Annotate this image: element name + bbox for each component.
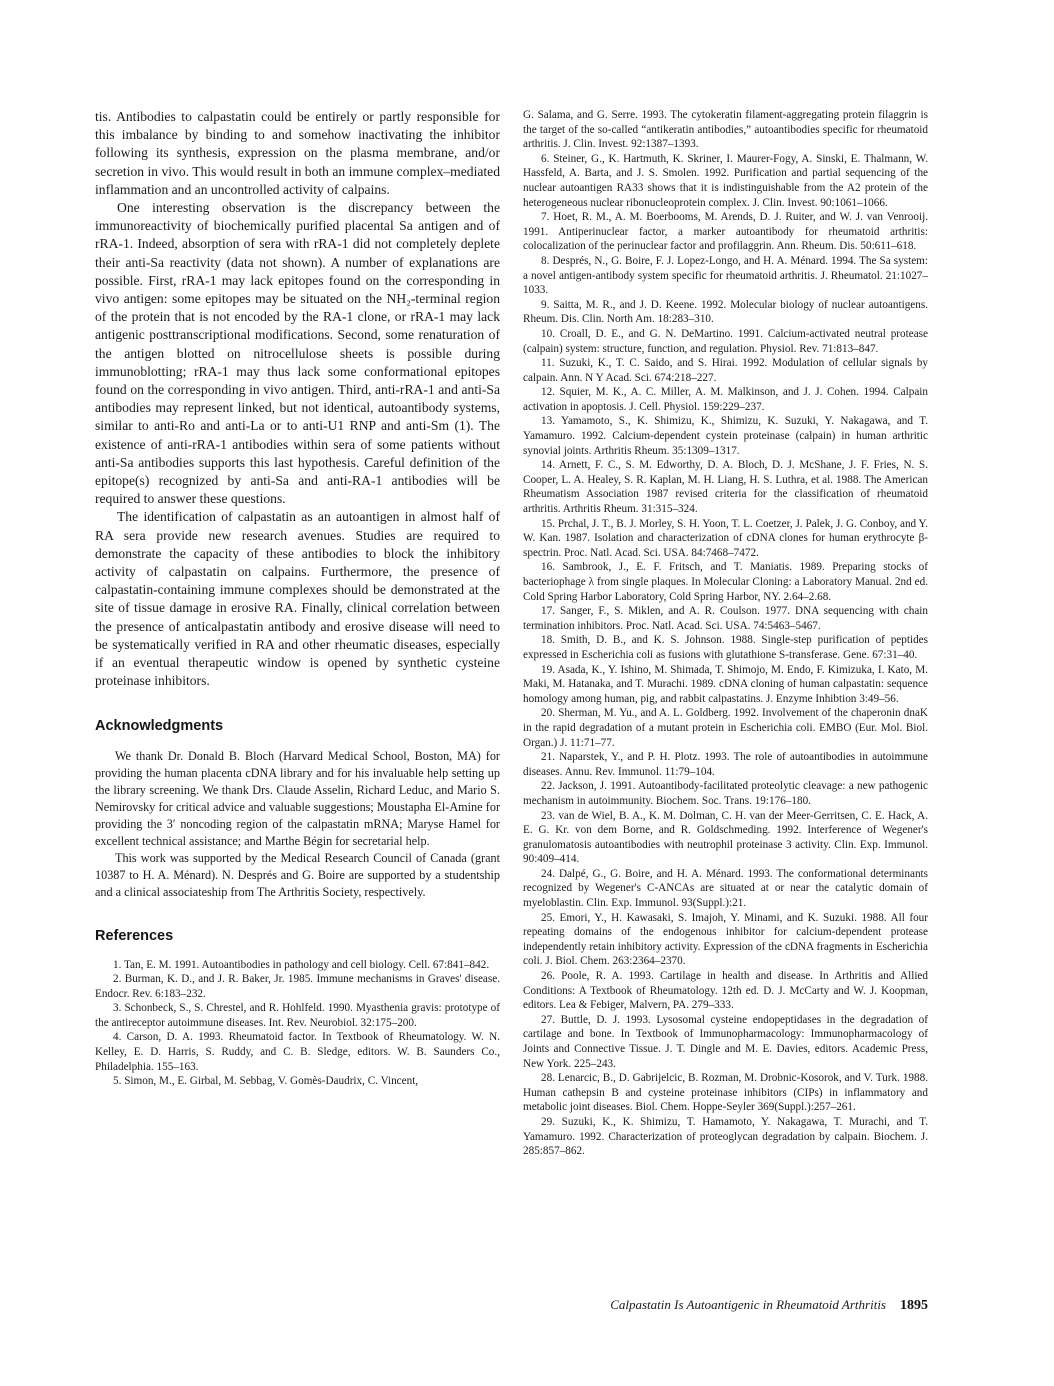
right-column — [523, 108, 928, 1159]
reference-item: 12. Squier, M. K., A. C. Miller, A. M. Malkinson, and J. J. Cohen. 1994. Calpain activation in apoptosis. J. Cell. Physiol. 159:229–237. — [523, 386, 928, 413]
reference-item: 4. Carson, D. A. 1993. Rheumatoid factor. In Textbook of Rheumatology. W. N. Kelley, E. D. Harris, S. Ruddy, and C. B. Sledge, editors. W. B. Saunders Co., Philadelphia. 155–163. — [95, 1031, 500, 1073]
acknowledgments-paragraph: This work was supported by the Medical Research Council of Canada (grant 10387 to H. A. Ménard). N. Després and G. Boire are supported by a studentship and a clinical associateship from The Arthritis Society, respectively. — [95, 850, 500, 899]
reference-item: 27. Buttle, D. J. 1993. Lysosomal cysteine endopeptidases in the degradation of cartilage and bone. In Textbook of Immunopharmacology: Immunopharmacology of Joints and Connective Tissue. J. T. Dingle and M. E. Davies, editors. Academic Press, New York. 225–243. — [523, 1013, 928, 1070]
reference-item: 2. Burman, K. D., and J. R. Baker, Jr. 1985. Immune mechanisms in Graves' disease. Endocr. Rev. 6:183–232. — [95, 973, 500, 1000]
reference-item: 23. van de Wiel, B. A., K. M. Dolman, C. H. van der Meer-Gerritsen, C. E. Hack, A. E. G. Kr. von dem Borne, and R. Goldschmeding. 1992. Interference of Wegener's granulomatosis autoantibodies with neutrophil proteinase 3 activity. Clin. Exp. Immunol. 90:409–414. — [523, 809, 928, 866]
page-number: 1895 — [900, 1298, 928, 1313]
reference-item: 29. Suzuki, K., K. Shimizu, T. Hamamoto, Y. Nakagawa, T. Murachi, and T. Yamamuro. 1992. Characterization of proteoglycan degradation by calpain. Biochem. J. 285:857–862. — [523, 1115, 928, 1158]
discussion-paragraph: tis. Antibodies to calpastatin could be entirely or partly responsible for this imbalance by binding to and somehow inactivating the inhibitor following its synthesis, expression on the plasma membrane, and/or secretion in vivo. This would result in both an immune complex–mediated inflammation and an uncontrolled activity of calpains. — [95, 109, 500, 197]
reference-item: 6. Steiner, G., K. Hartmuth, K. Skriner, I. Maurer-Fogy, A. Sinski, E. Thalmann, W. Hassfeld, A. Barta, and J. S. Smolen. 1992. Purification and partial sequencing of the nuclear autoantigen RA33 shows that it is indistinguishable from the A2 protein of the heterogeneous nuclear ribonucleoprotein complex. J. Clin. Invest. 90:1061–1066. — [523, 152, 928, 209]
reference-item: 5. Simon, M., E. Girbal, M. Sebbag, V. Gomès-Daudrix, C. Vincent, — [113, 1075, 419, 1088]
reference-item: 8. Després, N., G. Boire, F. J. Lopez-Longo, and H. A. Ménard. 1994. The Sa system: a novel antigen-antibody system specific for rheumatoid arthritis. J. Rheumatol. 21:1027–1033. — [523, 254, 928, 297]
reference-item: 14. Arnett, F. C., S. M. Edworthy, D. A. Bloch, D. J. McShane, J. F. Fries, N. S. Cooper, L. A. Healey, S. R. Kaplan, M. H. Liang, H. S. Luthra, et al. 1988. The American Rheumatism Association 1987 revised criteria for the classification of rheumatoid arthritis. Arthritis Rheum. 31:315–324. — [523, 459, 928, 516]
reference-item: 16. Sambrook, J., E. F. Fritsch, and T. Maniatis. 1989. Preparing stocks of bacteriophage λ from single plaques. In Molecular Cloning: a Laboratory Manual. 2nd ed. Cold Spring Harbor Laboratory, Cold Spring Harbor, NY. 2.64–2.68. — [523, 561, 928, 603]
left-column — [95, 108, 500, 1159]
reference-item: 19. Asada, K., Y. Ishino, M. Shimada, T. Shimojo, M. Endo, F. Kimizuka, I. Kato, M. Maki, M. Hatanaka, and T. Murachi. 1989. cDNA cloning of human calpastatin: sequence homology among human, pig, and rabbit calpastatins. J. Enzyme Inhibtion 3:49–56. — [523, 663, 928, 705]
page-footer — [610, 1296, 928, 1314]
reference-item: 22. Jackson, J. 1991. Autoantibody-facilitated proteolytic cleavage: a new pathogenic mechanism in autoimmunity. Biochem. Soc. Trans. 19:176–180. — [523, 780, 928, 807]
reference-item-continuation: G. Salama, and G. Serre. 1993. The cytokeratin filament-aggregating protein filaggrin is the target of the so-called “antikeratin antibodies,” autoantibodies specific for rheumatoid arthritis. J. Clin. Invest. 92:1387–1393. — [523, 109, 928, 151]
discussion-paragraph: The identification of calpastatin as an autoantigen in almost half of RA sera provide new research avenues. Studies are required to demonstrate the capacity of these antibodies to block the inhibitory activity of calpastatin on calpains. Furthermore, the presence of calpastatin-containing immune complexes should be demonstrated at the site of tissue damage in erosive RA. Finally, clinical correlation between the presence of anticalpastatin antibody and erosive disease will need to be systematically verified in RA and other rheumatic diseases, especially if an eventual therapeutic window is opened by synthetic cysteine proteinase inhibitors. — [95, 509, 500, 689]
discussion-paragraph: One interesting observation is the discrepancy between the immunoreactivity of biochemically purified placental Sa antigen and of rRA-1. Indeed, absorption of sera with rRA-1 did not completely deplete their anti-Sa reactivity (data not shown). A number of explanations are possible. First, rRA-1 may lack epitopes found on the corresponding in vivo antigen: some epitopes may be situated on the NH₂-terminal region of the protein that is not encoded by the RA-1 clone, or rRA-1 may lack antigenic posttranscriptional modifications. Second, some renaturation of the antigen blotted on nitrocellulose sheets is possible during immunoblotting; rRA-1 may thus lack some conformational epitopes found on the corresponding in vivo antigen. Third, anti-rRA-1 and anti-Sa antibodies may represent linked, but not identical, autoantibody systems, similar to anti-Ro and anti-La or to anti-U1 RNP and anti-Sm (1). The existence of anti-rRA-1 antibodies within sera of some patients without anti-Sa antibodies supports this last hypothesis. Careful definition of the epitope(s) recognized by anti-Sa and anti-RA-1 antibodies will be required to answer these questions. — [95, 200, 500, 507]
reference-item: 28. Lenarcic, B., D. Gabrijelcic, B. Rozman, M. Drobnic-Kosorok, and V. Turk. 1988. Human cathepsin B and cysteine proteinase inhibitors (CIPs) in inflammatory and metabolic joint diseases. Biol. Chem. Hoppe-Seyler 369(Suppl.):257–261. — [523, 1072, 928, 1114]
reference-item: 11. Suzuki, K., T. C. Saido, and S. Hirai. 1992. Modulation of cellular signals by calpain. Ann. N Y Acad. Sci. 674:218–227. — [523, 357, 928, 384]
reference-item: 3. Schonbeck, S., S. Chrestel, and R. Hohlfeld. 1990. Myasthenia gravis: prototype of the antireceptor autoimmune diseases. Int. Rev. Neurobiol. 32:175–200. — [95, 1002, 500, 1029]
running-title: Calpastatin Is Autoantigenic in Rheumatoid Arthritis — [610, 1297, 886, 1312]
reference-item: 25. Emori, Y., H. Kawasaki, S. Imajoh, Y. Minami, and K. Suzuki. 1988. All four repeating domains of the endogenous inhibitor for calcium-dependent protease independently retain inhibitory activity. Expression of the cDNA fragments in Escherichia coli. J. Biol. Chem. 263:2364–2370. — [523, 911, 928, 968]
acknowledgments-paragraph: We thank Dr. Donald B. Bloch (Harvard Medical School, Boston, MA) for providing the human placenta cDNA library and for his invaluable help setting up the library screening. We thank Drs. Claude Asselin, Richard Leduc, and Mario S. Nemirovsky for critical advice and valuable suggestions; Moustapha El-Amine for providing the 3′ noncoding region of the calpastatin mRNA; Maryse Hamel for excellent technical assistance; and Marthe Bégin for secretarial help. — [95, 748, 500, 848]
reference-item: 18. Smith, D. B., and K. S. Johnson. 1988. Single-step purification of peptides expressed in Escherichia coli as fusions with glutathione S-transferase. Gene. 67:31–40. — [523, 634, 928, 661]
reference-item: 1. Tan, E. M. 1991. Autoantibodies in pathology and cell biology. Cell. 67:841–842. — [113, 958, 490, 971]
reference-item: 10. Croall, D. E., and G. N. DeMartino. 1991. Calcium-activated neutral protease (calpain) system: structure, function, and regulation. Physiol. Rev. 71:813–847. — [523, 327, 928, 355]
reference-item: 20. Sherman, M. Yu., and A. L. Goldberg. 1992. Involvement of the chaperonin dnaK in the rapid degradation of a mutant protein in Escherichia coli. EMBO (Eur. Mol. Biol. Organ.) J. 11:71–77. — [523, 707, 928, 749]
reference-item: 7. Hoet, R. M., A. M. Boerbooms, M. Arends, D. J. Ruiter, and W. J. van Venrooij. 1991. Antiperinuclear factor, a marker autoantibody for rheumatoid arthritis: colocalization of the perinuclear factor and profilaggrin. Ann. Rheum. Dis. 50:611–618. — [523, 211, 928, 253]
reference-item: 21. Naparstek, Y., and P. H. Plotz. 1993. The role of autoantibodies in autoimmune diseases. Annu. Rev. Immunol. 11:79–104. — [523, 751, 928, 778]
two-column-layout — [95, 108, 928, 1159]
references-list-right — [523, 152, 928, 1159]
acknowledgments-heading: Acknowledgments — [95, 717, 224, 734]
reference-item: 24. Dalpé, G., G. Boire, and H. A. Ménard. 1993. The conformational determinants recognized by Wegener's C-ANCAs are situated at or near the catalytic domain of myeloblastin. Clin. Exp. Immunol. 93(Suppl.):21. — [523, 867, 928, 910]
reference-item: 9. Saitta, M. R., and J. D. Keene. 1992. Molecular biology of nuclear autoantigens. Rheum. Dis. Clin. North Am. 18:283–310. — [523, 298, 928, 326]
reference-item: 26. Poole, R. A. 1993. Cartilage in health and disease. In Arthritis and Allied Conditions: A Textbook of Rheumatology. 12th ed. D. J. McCarty and W. J. Koopman, editors. Lea & Febiger, Malvern, PA. 279–333. — [523, 970, 928, 1012]
reference-item: 15. Prchal, J. T., B. J. Morley, S. H. Yoon, T. L. Coetzer, J. Palek, J. G. Conboy, and Y. W. Kan. 1987. Isolation and characterization of cDNA clones for human erythrocyte β-spectrin. Proc. Natl. Acad. Sci. USA. 84:7468–7472. — [523, 517, 928, 559]
references-list-left — [95, 958, 500, 1089]
reference-item: 17. Sanger, F., S. Miklen, and A. R. Coulson. 1977. DNA sequencing with chain termination inhibitors. Proc. Natl. Acad. Sci. USA. 74:5463–5467. — [523, 605, 928, 632]
reference-item: 13. Yamamoto, S., K. Shimizu, K., Shimizu, K. Suzuki, Y. Nakagawa, and T. Yamamuro. 1992. Calcium-dependent cystein proteinase (calpain) in human arthritic synovial joints. Arthritis Rheum. 35:1309–1317. — [523, 415, 928, 457]
references-heading: References — [95, 927, 174, 944]
